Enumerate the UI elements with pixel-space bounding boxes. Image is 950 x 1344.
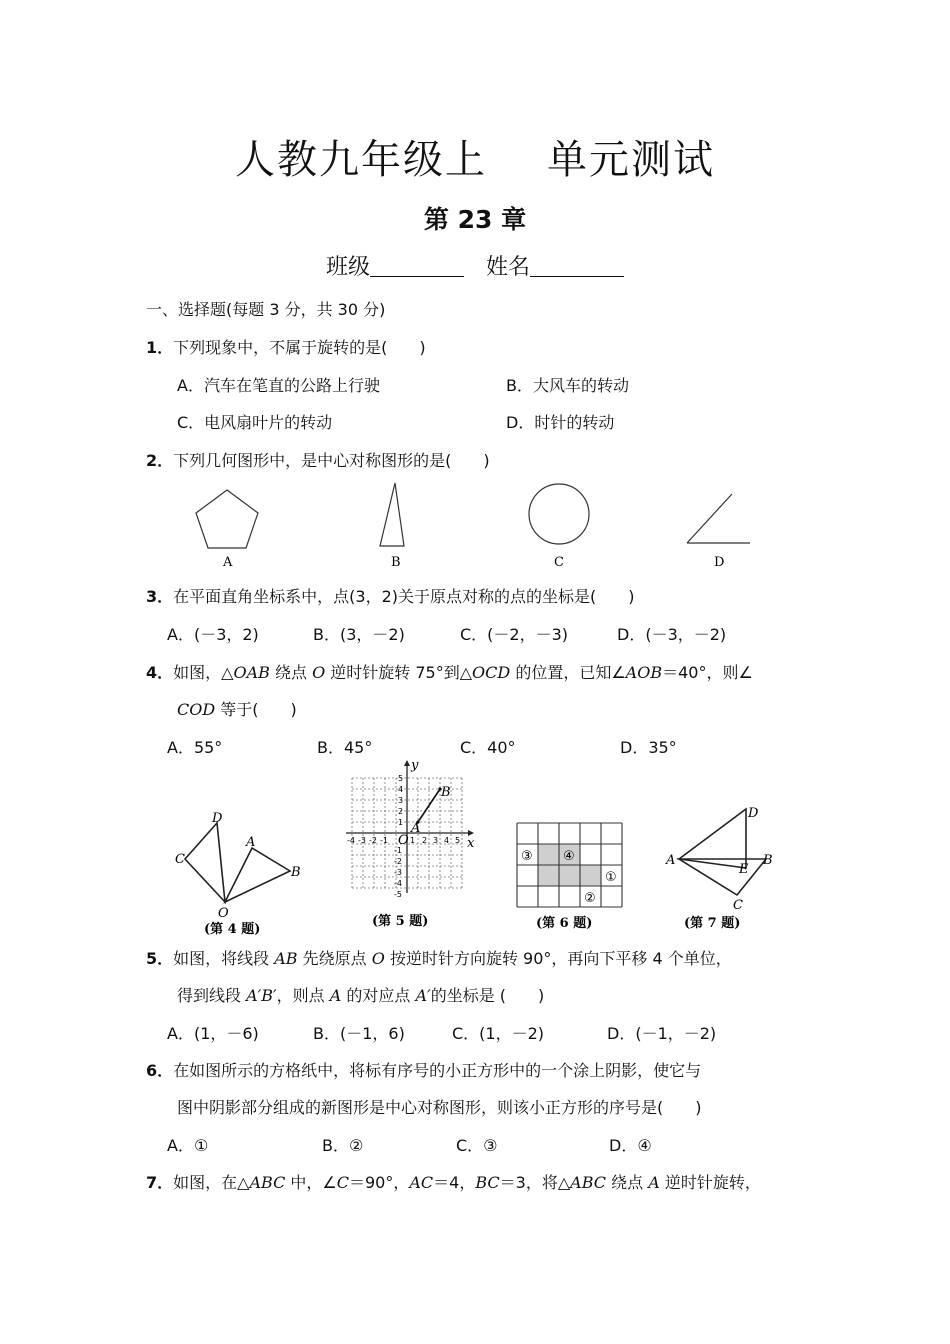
q5-option-c: C．(1，－2) bbox=[452, 1024, 545, 1043]
q4-stem-part: 等于( ) bbox=[215, 700, 297, 719]
q5-segment-ab: AB bbox=[274, 949, 298, 968]
f5-ytick: 3 bbox=[398, 796, 404, 805]
section-heading: 一、选择题(每题 3 分，共 30 分) bbox=[146, 300, 386, 319]
f5-point-a-label: A bbox=[411, 821, 421, 836]
question-5 bbox=[146, 946, 732, 969]
q5-point-a: A bbox=[329, 986, 342, 1005]
f5-xtick: 4 bbox=[444, 836, 450, 845]
q5-segment-apbp: A′B′ bbox=[246, 986, 277, 1005]
f7-point-a: A bbox=[666, 853, 676, 868]
f5-xtick: -4 bbox=[347, 836, 355, 845]
class-name-line bbox=[0, 250, 950, 281]
q6-option-a: A．① bbox=[167, 1136, 209, 1155]
f5-xtick: 1 bbox=[410, 836, 416, 845]
class-blank[interactable] bbox=[370, 254, 464, 277]
q2-label-c: C bbox=[554, 555, 564, 570]
q5-stem-part: 得到线段 bbox=[177, 986, 247, 1005]
q4-stem-part: 逆时针旋转 75°到△ bbox=[325, 663, 473, 682]
figure-q7 bbox=[660, 800, 790, 935]
q4-angle-aob: AOB bbox=[625, 663, 663, 682]
triangle-shape bbox=[380, 483, 404, 546]
triangle-oab bbox=[225, 848, 290, 902]
q6-stem-line2: 图中阴影部分组成的新图形是中心对称图形，则该小正方形的序号是( ) bbox=[177, 1098, 702, 1117]
caption-q6: (第 6 题) bbox=[536, 916, 593, 931]
q5-point-o: O bbox=[371, 949, 385, 968]
figure-q4 bbox=[170, 805, 310, 935]
q5-stem-part: 的对应点 bbox=[341, 986, 416, 1005]
f4-point-a: A bbox=[246, 835, 256, 850]
q6-number: 6． bbox=[146, 1061, 174, 1080]
f6-mark-2: ② bbox=[584, 891, 596, 906]
q4-angle-cod: COD bbox=[177, 700, 216, 719]
q1-option-d: D．时针的转动 bbox=[506, 413, 615, 432]
f7-point-c: C bbox=[733, 898, 743, 913]
f5-ytick: -4 bbox=[394, 879, 402, 888]
q2-number: 2． bbox=[146, 451, 174, 470]
name-label: 姓名 bbox=[486, 255, 531, 280]
q7-stem-part: ＝4， bbox=[433, 1173, 476, 1192]
f5-xtick: -1 bbox=[380, 836, 388, 845]
f5-point-b-label: B bbox=[441, 785, 451, 800]
f4-point-d: D bbox=[212, 811, 223, 826]
q7-triangle-abc: ABC bbox=[249, 1173, 286, 1192]
q2-shapes-figure bbox=[180, 478, 780, 573]
q3-option-a: A．(－3，2) bbox=[167, 625, 259, 644]
q7-side-ac: AC bbox=[409, 1173, 434, 1192]
f5-xtick: -2 bbox=[369, 836, 377, 845]
q5-stem-part: ，则点 bbox=[276, 986, 330, 1005]
question-3 bbox=[146, 584, 634, 607]
q5-stem-part: 先绕原点 bbox=[297, 949, 372, 968]
question-7 bbox=[146, 1170, 761, 1193]
f5-xtick: 5 bbox=[455, 836, 461, 845]
q2-label-a: A bbox=[223, 555, 233, 570]
f5-y-arrow bbox=[404, 760, 410, 766]
q2-stem: 下列几何图形中，是中心对称图形的是( ) bbox=[173, 451, 490, 470]
q5-stem-part: 如图，将线段 bbox=[173, 949, 275, 968]
q6-option-c: C．③ bbox=[456, 1136, 498, 1155]
q4-stem-part: 绕点 bbox=[269, 663, 313, 682]
q1-number: 1． bbox=[146, 338, 174, 357]
page-title bbox=[0, 128, 950, 185]
q1-option-c: C．电风扇叶片的转动 bbox=[177, 413, 333, 432]
chapter-heading: 第 23 章 bbox=[423, 205, 527, 234]
q7-point-a: A bbox=[648, 1173, 660, 1192]
q3-option-d: D．(－3，－2) bbox=[617, 625, 727, 644]
q1-option-a: A．汽车在笔直的公路上行驶 bbox=[177, 376, 380, 395]
q4-stem-line2 bbox=[177, 697, 297, 720]
q4-point-o: O bbox=[312, 663, 326, 682]
q7-stem-part: ＝3，将△ bbox=[499, 1173, 571, 1192]
q2-label-d: D bbox=[714, 555, 725, 570]
q4-stem-part: 如图，△ bbox=[173, 663, 234, 682]
q1-option-b: B．大风车的转动 bbox=[506, 376, 629, 395]
title-right: 单元测试 bbox=[547, 137, 715, 183]
f5-ytick: 2 bbox=[398, 807, 404, 816]
question-1 bbox=[146, 335, 426, 358]
q4-number: 4． bbox=[146, 663, 174, 682]
q7-stem-part: ＝90°， bbox=[349, 1173, 410, 1192]
f5-y-label: y bbox=[411, 758, 419, 773]
q4-option-b: B．45° bbox=[317, 738, 373, 757]
f6-mark-3: ③ bbox=[521, 849, 533, 864]
q7-number: 7． bbox=[146, 1173, 174, 1192]
q5-stem-part: 按逆时针方向旋转 90°，再向下平移 4 个单位， bbox=[384, 949, 732, 968]
f5-ytick: -5 bbox=[394, 890, 402, 899]
pentagon-shape bbox=[196, 490, 258, 548]
q3-option-c: C．(－2，－3) bbox=[460, 625, 569, 644]
question-2 bbox=[146, 448, 490, 471]
figure-q5 bbox=[338, 758, 480, 935]
f5-ytick: -3 bbox=[394, 868, 402, 877]
f5-x-label: x bbox=[467, 836, 475, 851]
segment-ab bbox=[418, 789, 440, 822]
f5-xtick: 3 bbox=[433, 836, 439, 845]
q5-point-ap: A′ bbox=[415, 986, 431, 1005]
f7-point-d: D bbox=[748, 806, 759, 821]
q7-stem-part: 中，∠ bbox=[285, 1173, 337, 1192]
circle-shape bbox=[529, 484, 589, 544]
f7-point-e: E bbox=[739, 862, 749, 877]
q4-option-c: C．40° bbox=[460, 738, 516, 757]
q1-stem: 下列现象中，不属于旋转的是( ) bbox=[173, 338, 426, 357]
q5-stem-part: 的坐标是 ( ) bbox=[430, 986, 545, 1005]
f5-xtick: -3 bbox=[358, 836, 366, 845]
question-6 bbox=[146, 1058, 701, 1081]
q7-stem-part: 绕点 bbox=[606, 1173, 649, 1192]
f6-mark-4: ④ bbox=[563, 849, 575, 864]
f4-point-c: C bbox=[175, 852, 185, 867]
f5-ytick: 1 bbox=[398, 818, 404, 827]
angle-ray-2 bbox=[687, 494, 732, 543]
caption-q4: (第 4 题) bbox=[204, 922, 261, 935]
f5-ytick: -2 bbox=[394, 857, 402, 866]
q5-stem-line2 bbox=[177, 983, 544, 1006]
q5-number: 5． bbox=[146, 949, 174, 968]
figure-q6 bbox=[508, 815, 638, 935]
f4-point-o: O bbox=[218, 906, 229, 921]
q3-stem: 在平面直角坐标系中，点(3，2)关于原点对称的点的坐标是( ) bbox=[173, 587, 635, 606]
q7-angle-c: C bbox=[336, 1173, 349, 1192]
caption-q7: (第 7 题) bbox=[684, 916, 741, 931]
q7-triangle-abc: ABC bbox=[570, 1173, 607, 1192]
q4-option-a: A．55° bbox=[167, 738, 223, 757]
q4-stem-part: 的位置，已知∠ bbox=[510, 663, 626, 682]
q6-stem-line1: 在如图所示的方格纸中，将标有序号的小正方形中的一个涂上阴影，使它与 bbox=[173, 1061, 702, 1080]
q5-option-d: D．(－1，－2) bbox=[607, 1024, 717, 1043]
triangle-ocd bbox=[185, 823, 225, 902]
q7-stem-part: 如图，在△ bbox=[173, 1173, 250, 1192]
f5-xtick: 2 bbox=[422, 836, 428, 845]
name-blank[interactable] bbox=[530, 254, 624, 277]
f4-point-b: B bbox=[291, 865, 301, 880]
q4-option-d: D．35° bbox=[620, 738, 677, 757]
caption-q5: (第 5 题) bbox=[372, 914, 429, 929]
question-4 bbox=[146, 660, 753, 683]
f5-origin-label: O bbox=[398, 833, 409, 848]
q7-stem-part: 逆时针旋转， bbox=[659, 1173, 761, 1192]
f5-ytick: 4 bbox=[398, 785, 404, 794]
f5-ytick: 5 bbox=[398, 774, 404, 783]
q5-option-a: A．(1，－6) bbox=[167, 1024, 259, 1043]
q3-number: 3． bbox=[146, 587, 174, 606]
q4-triangle-oab: OAB bbox=[233, 663, 270, 682]
q5-option-b: B．(－1，6) bbox=[313, 1024, 405, 1043]
q7-side-bc: BC bbox=[475, 1173, 500, 1192]
f6-grid bbox=[517, 823, 622, 907]
q4-stem-part: ＝40°，则∠ bbox=[662, 663, 753, 682]
class-label: 班级 bbox=[325, 255, 370, 280]
title-left: 人教九年级上 bbox=[235, 137, 487, 183]
f6-mark-1: ① bbox=[605, 870, 617, 885]
q3-option-b: B．(3，－2) bbox=[313, 625, 405, 644]
f7-point-b: B bbox=[763, 853, 773, 868]
q6-option-d: D．④ bbox=[609, 1136, 652, 1155]
q6-option-b: B．② bbox=[322, 1136, 364, 1155]
q2-label-b: B bbox=[391, 555, 401, 570]
f5-ytick: -1 bbox=[394, 846, 402, 855]
q4-triangle-ocd: OCD bbox=[472, 663, 511, 682]
